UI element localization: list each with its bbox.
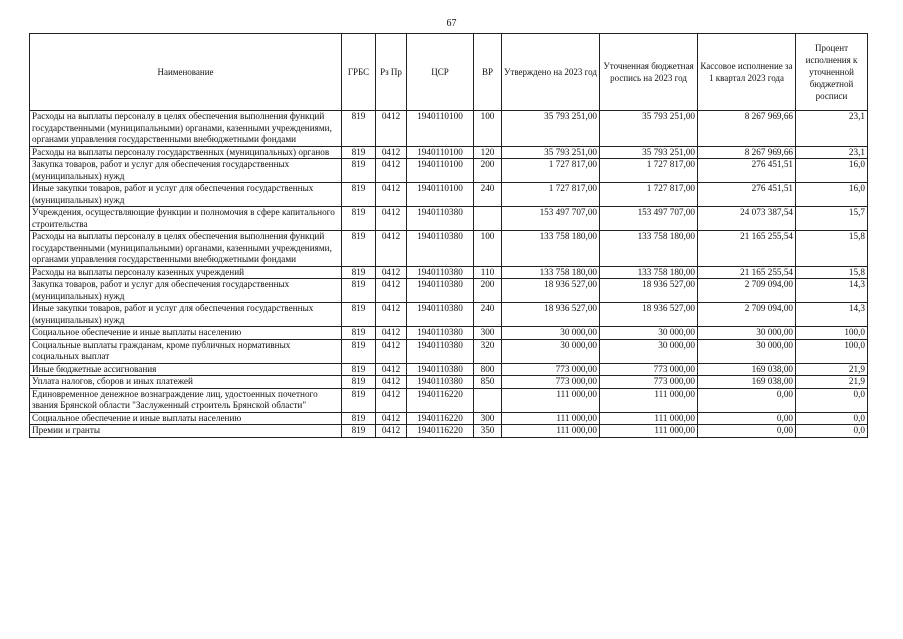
row-grbs: 819	[342, 159, 376, 183]
row-updated: 18 936 527,00	[600, 279, 698, 303]
header-grbs: ГРБС	[342, 34, 376, 111]
row-grbs: 819	[342, 111, 376, 147]
row-name: Социальное обеспечение и иные выплаты населению	[30, 412, 342, 425]
table-row	[30, 207, 868, 231]
row-cash: 30 000,00	[698, 339, 796, 363]
row-updated: 18 936 527,00	[600, 303, 698, 327]
row-csr: 1940116220	[407, 425, 474, 438]
row-rz-pr: 0412	[376, 363, 407, 376]
row-grbs: 819	[342, 327, 376, 340]
row-csr: 1940110380	[407, 339, 474, 363]
row-cash: 21 165 255,54	[698, 231, 796, 267]
table-row	[30, 388, 868, 412]
row-percent: 16,0	[796, 183, 868, 207]
row-percent: 14,3	[796, 303, 868, 327]
row-cash: 169 038,00	[698, 363, 796, 376]
row-vr: 100	[474, 231, 502, 267]
row-cash: 8 267 969,66	[698, 146, 796, 159]
row-csr: 1940110100	[407, 111, 474, 147]
header-approved: Утверждено на 2023 год	[502, 34, 600, 111]
table-row	[30, 412, 868, 425]
row-percent: 23,1	[796, 146, 868, 159]
row-vr: 100	[474, 111, 502, 147]
row-percent: 100,0	[796, 339, 868, 363]
row-name: Закупка товаров, работ и услуг для обеспечения государственных (муниципальных) нужд	[30, 279, 342, 303]
row-csr: 1940116220	[407, 388, 474, 412]
row-vr: 300	[474, 412, 502, 425]
row-percent: 0,0	[796, 412, 868, 425]
row-vr: 110	[474, 266, 502, 279]
row-grbs: 819	[342, 146, 376, 159]
row-percent: 21,9	[796, 363, 868, 376]
row-cash: 2 709 094,00	[698, 303, 796, 327]
row-updated: 133 758 180,00	[600, 266, 698, 279]
row-name: Уплата налогов, сборов и иных платежей	[30, 376, 342, 389]
header-updated: Уточненная бюджетная роспись на 2023 год	[600, 34, 698, 111]
row-updated: 153 497 707,00	[600, 207, 698, 231]
row-name: Расходы на выплаты персоналу в целях обеспечения выполнения функций государственными (муниципальными) органами, казенными учреждениями, органами управления государственными внебюджетными фондами	[30, 111, 342, 147]
row-approved: 1 727 817,00	[502, 159, 600, 183]
row-approved: 30 000,00	[502, 327, 600, 340]
row-updated: 30 000,00	[600, 327, 698, 340]
row-approved: 35 793 251,00	[502, 111, 600, 147]
row-rz-pr: 0412	[376, 183, 407, 207]
row-grbs: 819	[342, 376, 376, 389]
row-updated: 111 000,00	[600, 412, 698, 425]
row-name: Единовременное денежное вознаграждение лиц, удостоенных почетного звания Брянской области "Заслуженный строитель Брянской области"	[30, 388, 342, 412]
row-cash: 30 000,00	[698, 327, 796, 340]
row-grbs: 819	[342, 266, 376, 279]
row-csr: 1940110380	[407, 363, 474, 376]
row-name: Социальные выплаты гражданам, кроме публичных нормативных социальных выплат	[30, 339, 342, 363]
row-csr: 1940110100	[407, 146, 474, 159]
table-row	[30, 231, 868, 267]
row-vr	[474, 207, 502, 231]
header-percent: Процент исполнения к уточненной бюджетной росписи	[796, 34, 868, 111]
row-approved: 18 936 527,00	[502, 303, 600, 327]
table-row	[30, 159, 868, 183]
row-percent: 0,0	[796, 388, 868, 412]
table-header	[30, 34, 868, 111]
row-name: Иные бюджетные ассигнования	[30, 363, 342, 376]
row-percent: 15,8	[796, 231, 868, 267]
row-percent: 23,1	[796, 111, 868, 147]
row-approved: 111 000,00	[502, 412, 600, 425]
header-vr: ВР	[474, 34, 502, 111]
table-row	[30, 183, 868, 207]
row-name: Закупка товаров, работ и услуг для обеспечения государственных (муниципальных) нужд	[30, 159, 342, 183]
row-cash: 276 451,51	[698, 159, 796, 183]
row-cash: 8 267 969,66	[698, 111, 796, 147]
row-csr: 1940110100	[407, 183, 474, 207]
row-percent: 14,3	[796, 279, 868, 303]
row-cash: 21 165 255,54	[698, 266, 796, 279]
row-rz-pr: 0412	[376, 266, 407, 279]
row-vr: 350	[474, 425, 502, 438]
row-name: Расходы на выплаты персоналу казенных учреждений	[30, 266, 342, 279]
row-grbs: 819	[342, 303, 376, 327]
table-row	[30, 266, 868, 279]
row-csr: 1940116220	[407, 412, 474, 425]
row-csr: 1940110380	[407, 266, 474, 279]
row-approved: 773 000,00	[502, 363, 600, 376]
row-percent: 15,7	[796, 207, 868, 231]
row-approved: 133 758 180,00	[502, 266, 600, 279]
row-csr: 1940110100	[407, 159, 474, 183]
row-name: Иные закупки товаров, работ и услуг для обеспечения государственных (муниципальных) нужд	[30, 183, 342, 207]
row-rz-pr: 0412	[376, 231, 407, 267]
row-csr: 1940110380	[407, 376, 474, 389]
row-rz-pr: 0412	[376, 303, 407, 327]
row-vr: 120	[474, 146, 502, 159]
row-rz-pr: 0412	[376, 339, 407, 363]
row-approved: 30 000,00	[502, 339, 600, 363]
row-vr: 200	[474, 159, 502, 183]
table-row	[30, 425, 868, 438]
budget-table	[29, 33, 868, 438]
row-csr: 1940110380	[407, 303, 474, 327]
row-updated: 1 727 817,00	[600, 159, 698, 183]
row-updated: 35 793 251,00	[600, 111, 698, 147]
row-cash: 276 451,51	[698, 183, 796, 207]
row-vr: 850	[474, 376, 502, 389]
row-approved: 18 936 527,00	[502, 279, 600, 303]
row-updated: 773 000,00	[600, 376, 698, 389]
row-name: Иные закупки товаров, работ и услуг для обеспечения государственных (муниципальных) нужд	[30, 303, 342, 327]
table-row	[30, 363, 868, 376]
table-body	[30, 111, 868, 438]
row-updated: 111 000,00	[600, 425, 698, 438]
row-updated: 773 000,00	[600, 363, 698, 376]
row-grbs: 819	[342, 339, 376, 363]
row-name: Социальное обеспечение и иные выплаты населению	[30, 327, 342, 340]
table-row	[30, 339, 868, 363]
row-approved: 773 000,00	[502, 376, 600, 389]
row-cash: 0,00	[698, 412, 796, 425]
row-percent: 0,0	[796, 425, 868, 438]
page-number: 67	[446, 18, 457, 29]
row-updated: 133 758 180,00	[600, 231, 698, 267]
row-approved: 153 497 707,00	[502, 207, 600, 231]
table-row	[30, 146, 868, 159]
row-rz-pr: 0412	[376, 376, 407, 389]
row-csr: 1940110380	[407, 231, 474, 267]
row-grbs: 819	[342, 279, 376, 303]
row-name: Расходы на выплаты персоналу государственных (муниципальных) органов	[30, 146, 342, 159]
row-rz-pr: 0412	[376, 111, 407, 147]
row-rz-pr: 0412	[376, 159, 407, 183]
row-vr: 200	[474, 279, 502, 303]
table-row	[30, 111, 868, 147]
row-percent: 100,0	[796, 327, 868, 340]
row-cash: 24 073 387,54	[698, 207, 796, 231]
row-grbs: 819	[342, 207, 376, 231]
header-cash: Кассовое исполнение за 1 квартал 2023 года	[698, 34, 796, 111]
header-rz-pr: Рз Пр	[376, 34, 407, 111]
row-csr: 1940110380	[407, 207, 474, 231]
row-grbs: 819	[342, 183, 376, 207]
row-vr: 240	[474, 183, 502, 207]
table-row	[30, 279, 868, 303]
row-cash: 169 038,00	[698, 376, 796, 389]
row-vr: 300	[474, 327, 502, 340]
row-rz-pr: 0412	[376, 412, 407, 425]
row-grbs: 819	[342, 425, 376, 438]
row-cash: 0,00	[698, 388, 796, 412]
row-grbs: 819	[342, 231, 376, 267]
row-rz-pr: 0412	[376, 207, 407, 231]
row-updated: 35 793 251,00	[600, 146, 698, 159]
row-approved: 111 000,00	[502, 388, 600, 412]
table-row	[30, 303, 868, 327]
row-name: Премии и гранты	[30, 425, 342, 438]
row-grbs: 819	[342, 412, 376, 425]
row-approved: 35 793 251,00	[502, 146, 600, 159]
row-updated: 1 727 817,00	[600, 183, 698, 207]
row-grbs: 819	[342, 363, 376, 376]
row-rz-pr: 0412	[376, 279, 407, 303]
row-rz-pr: 0412	[376, 388, 407, 412]
header-name: Наименование	[30, 34, 342, 111]
row-vr	[474, 388, 502, 412]
row-rz-pr: 0412	[376, 327, 407, 340]
row-rz-pr: 0412	[376, 425, 407, 438]
row-updated: 30 000,00	[600, 339, 698, 363]
table-row	[30, 376, 868, 389]
row-vr: 320	[474, 339, 502, 363]
table-row	[30, 327, 868, 340]
row-percent: 15,8	[796, 266, 868, 279]
row-grbs: 819	[342, 388, 376, 412]
row-approved: 111 000,00	[502, 425, 600, 438]
row-name: Расходы на выплаты персоналу в целях обеспечения выполнения функций государственными (муниципальными) органами, казенными учреждениями, органами управления государственными внебюджетными фондами	[30, 231, 342, 267]
row-percent: 21,9	[796, 376, 868, 389]
header-csr: ЦСР	[407, 34, 474, 111]
row-vr: 800	[474, 363, 502, 376]
row-cash: 2 709 094,00	[698, 279, 796, 303]
row-updated: 111 000,00	[600, 388, 698, 412]
row-percent: 16,0	[796, 159, 868, 183]
row-cash: 0,00	[698, 425, 796, 438]
row-rz-pr: 0412	[376, 146, 407, 159]
row-approved: 133 758 180,00	[502, 231, 600, 267]
row-csr: 1940110380	[407, 327, 474, 340]
row-vr: 240	[474, 303, 502, 327]
row-approved: 1 727 817,00	[502, 183, 600, 207]
row-name: Учреждения, осуществляющие функции и полномочия в сфере капитального строительства	[30, 207, 342, 231]
row-csr: 1940110380	[407, 279, 474, 303]
